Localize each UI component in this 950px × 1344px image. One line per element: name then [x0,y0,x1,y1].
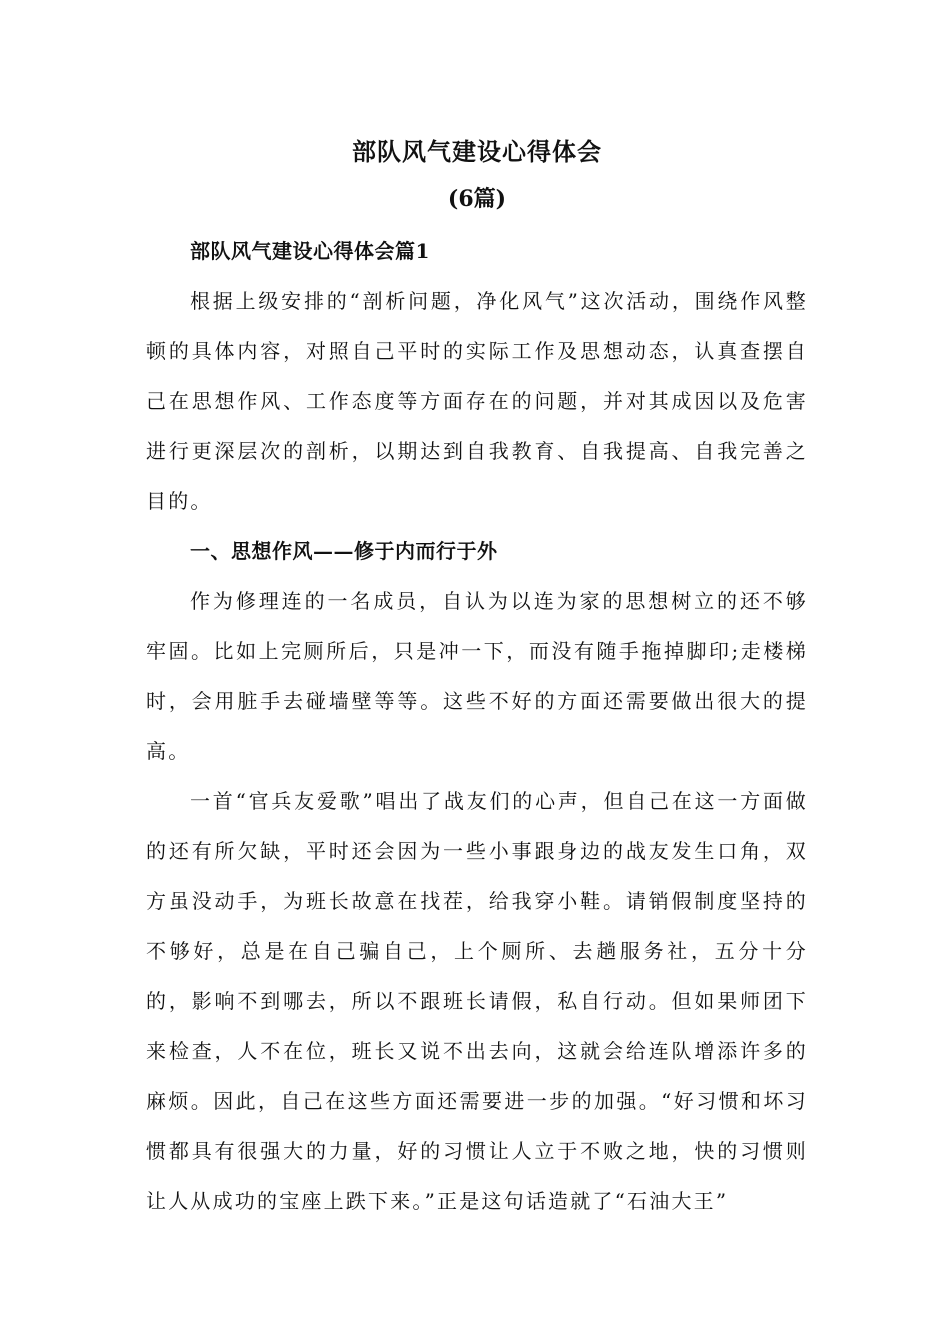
document-title: 部队风气建设心得体会 [352,137,602,166]
section-heading: 部队风气建设心得体会篇1 [190,239,430,263]
intro-paragraph: 根据上级安排的“剖析问题，净化风气”这次活动，围绕作风整顿的具体内容，对照自己平时的实际工作及思想动态，认真查摆自己在思想作风、工作态度等方面存在的问题，并对其成因以及危害进行更深层次的剖析，以期达到自我教育、自我提高、自我完善之目的。 [146,289,808,513]
document-subtitle: (6篇) [447,186,507,212]
paragraph-2: 作为修理连的一名成员，自认为以连为家的思想树立的还不够牢固。比如上完厕所后，只是冲一下，而没有随手拖掉脚印;走楼梯时，会用脏手去碰墙壁等等。这些不好的方面还需要做出很大的提高。 [146,589,808,763]
document-body [146,128,808,1226]
subheading-thought-style: 一、思想作风——修于内而行于外 [190,539,498,563]
paragraph-3: 一首“官兵友爱歌”唱出了战友们的心声，但自己在这一方面做的还有所欠缺，平时还会因为一些小事跟身边的战友发生口角，双方虽没动手，为班长故意在找茬，给我穿小鞋。请销假制度坚持的不够好，总是在自己骗自己，上个厕所、去趟服务社，五分十分的，影响不到哪去，所以不跟班长请假，私自行动。但如果师团下来检查，人不在位，班长又说不出去向，这就会给连队增添许多的麻烦。因此，自己在这些方面还需要进一步的加强。“好习惯和坏习惯都具有很强大的力量，好的习惯让人立于不败之地，快的习惯则让人从成功的宝座上跌下来。”正是这句话造就了“石油大王” [146,789,808,1213]
